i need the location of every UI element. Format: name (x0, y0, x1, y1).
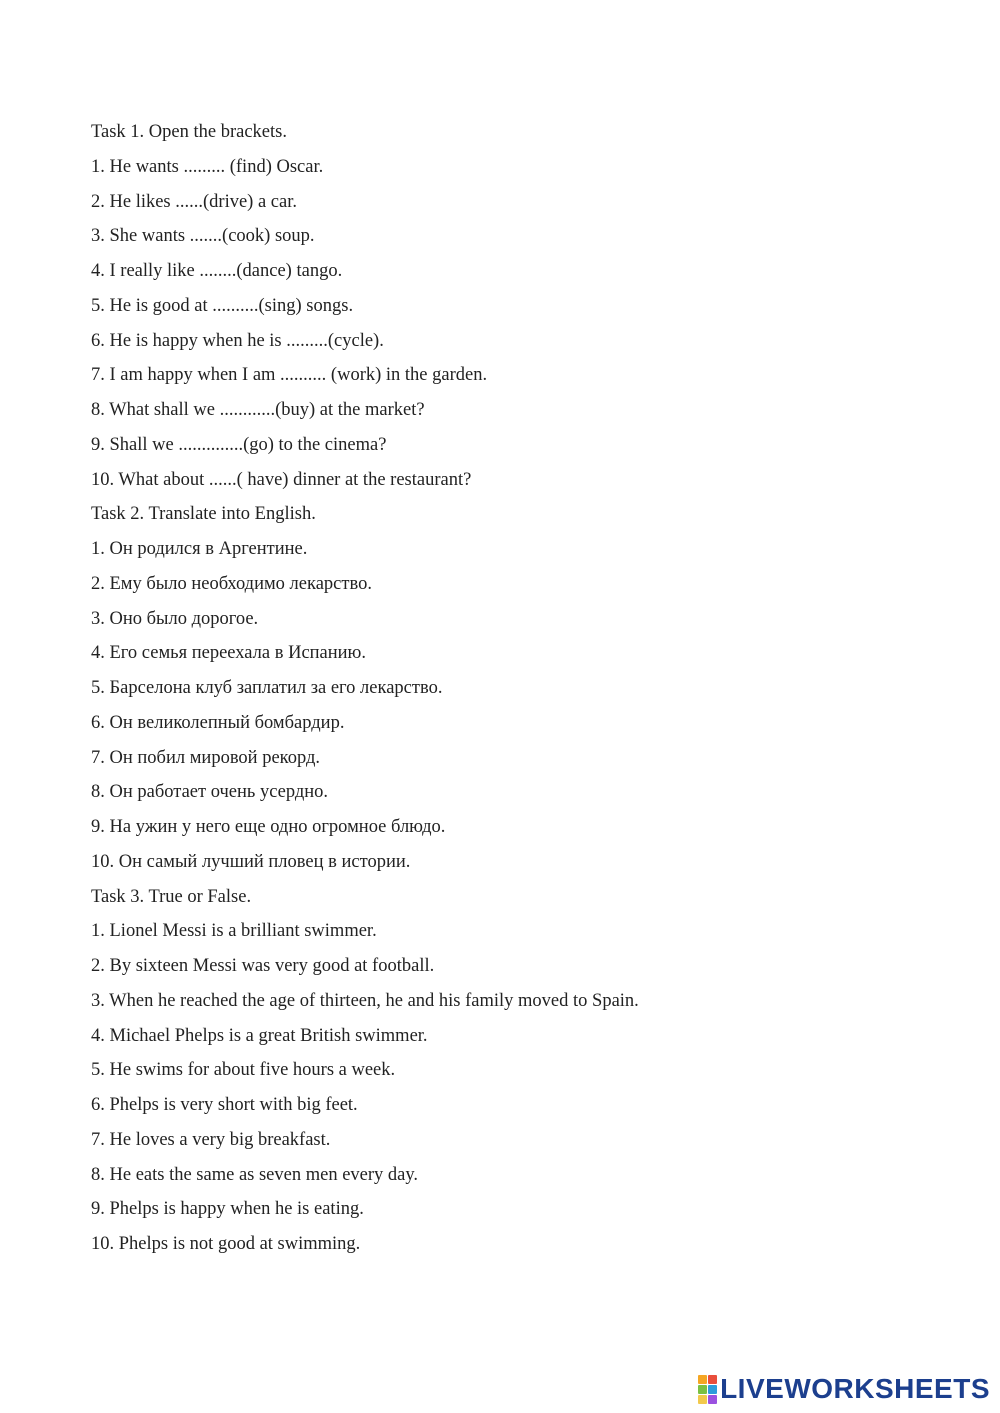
task-item: 7. He loves a very big breakfast. (91, 1129, 331, 1150)
task-section (91, 883, 951, 1265)
worksheet-content (91, 118, 951, 1265)
task-item: 1. Он родился в Аргентине. (91, 539, 308, 559)
task-item: 5. He swims for about five hours a week. (91, 1060, 396, 1081)
task-item: 6. Он великолепный бомбардир. (91, 712, 345, 733)
task-item: 8. Он работает очень усердно. (91, 782, 329, 803)
liveworksheets-logo-icon (698, 1375, 717, 1404)
task-item: 3. When he reached the age of thirteen, he and his family moved to Spain. (91, 990, 639, 1011)
task-item: 2. He likes ......(drive) a car. (91, 191, 297, 212)
logo-text: LIVEWORKSHEETS (720, 1373, 990, 1404)
task-item: 2. Ему было необходимо лекарство. (91, 573, 372, 594)
task-item: 7. I am happy when I am .......... (work) in the garden. (91, 365, 488, 386)
logo-square (698, 1395, 707, 1404)
task-title: Task 2. Translate into English. (91, 504, 316, 525)
task-section (91, 118, 951, 500)
task-item: 7. Он побил мировой рекорд. (91, 747, 321, 768)
logo-square (708, 1375, 717, 1384)
task-section (91, 500, 951, 882)
task-item: 1. He wants ......... (find) Oscar. (91, 156, 324, 177)
task-item: 9. Phelps is happy when he is eating. (91, 1199, 364, 1220)
task-item: 4. Его семья переехала в Испанию. (91, 643, 367, 664)
task-item: 10. Phelps is not good at swimming. (91, 1234, 361, 1254)
task-item: 3. She wants .......(cook) soup. (91, 226, 315, 247)
logo-square (698, 1385, 707, 1394)
task-item: 3. Оно было дорогое. (91, 608, 259, 629)
task-item: 9. На ужин у него еще одно огромное блюдо. (91, 817, 446, 837)
task-item: 8. He eats the same as seven men every day. (91, 1164, 419, 1185)
task-item: 10. What about ......( have) dinner at the restaurant? (91, 469, 472, 490)
task-item: 4. Michael Phelps is a great British swimmer. (91, 1025, 428, 1046)
logo-square (698, 1375, 707, 1384)
task-item: 5. Барселона клуб заплатил за его лекарство. (91, 678, 443, 698)
task-item: 6. He is happy when he is .........(cycle). (91, 330, 384, 351)
task-item: 1. Lionel Messi is a brilliant swimmer. (91, 921, 377, 942)
task-title: Task 1. Open the brackets. (91, 122, 287, 142)
logo-square (708, 1385, 717, 1394)
task-item: 10. Он самый лучший пловец в истории. (91, 851, 411, 872)
liveworksheets-logo (698, 1371, 990, 1407)
task-title: Task 3. True or False. (91, 886, 252, 907)
task-item: 5. He is good at ..........(sing) songs. (91, 295, 354, 316)
task-item: 2. By sixteen Messi was very good at football. (91, 956, 435, 976)
task-item: 9. Shall we ..............(go) to the cinema? (91, 434, 387, 455)
task-item: 4. I really like ........(dance) tango. (91, 261, 343, 281)
logo-square (708, 1395, 717, 1404)
task-item: 6. Phelps is very short with big feet. (91, 1095, 358, 1115)
task-item: 8. What shall we ............(buy) at the market? (91, 400, 425, 420)
